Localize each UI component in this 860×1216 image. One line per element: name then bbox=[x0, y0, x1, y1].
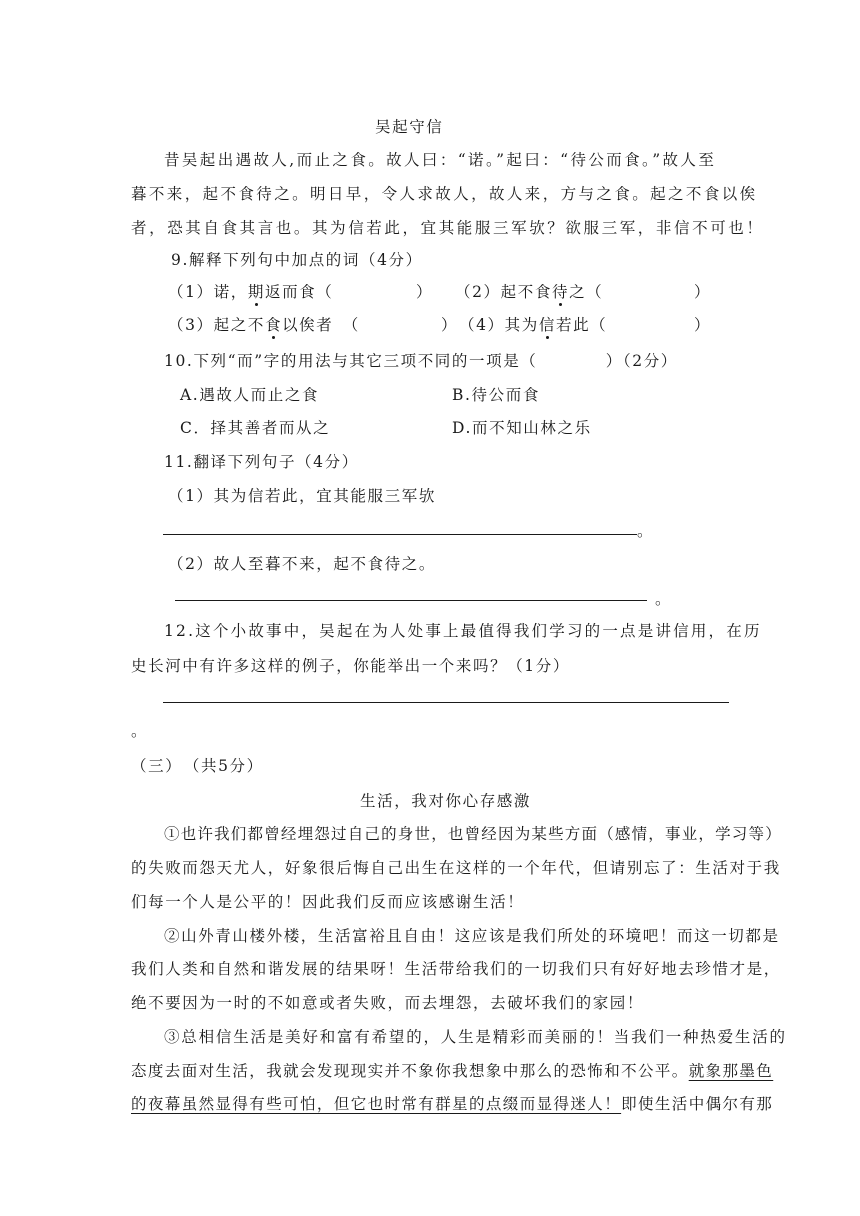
essay-p1-line-3: 们每一个人是公平的！因此我们反而应该感谢生活！ bbox=[131, 893, 525, 911]
q9-item-2: （2）起不食待之（ bbox=[455, 283, 604, 301]
essay-p3-line-1: ③总相信生活是美好和富有希望的，人生是精彩而美丽的！当我们一种热爱生活的 bbox=[164, 1028, 787, 1046]
q11-sentence-2: （2）故人至暮不来，起不食待之。 bbox=[168, 555, 436, 573]
answer-end-3: 。 bbox=[131, 722, 149, 740]
emphasis-dot-char: 待 bbox=[551, 283, 570, 301]
q12-line-1: 12.这个小故事中，吴起在为人处事上最值得我们学习的一点是讲信用，在历 bbox=[164, 622, 762, 640]
q9-item-4: （4）其为信若此（ bbox=[459, 316, 608, 334]
q10-stem: 10.下列“而”字的用法与其它三项不同的一项是（ ）（2分） bbox=[164, 352, 678, 370]
answer-line-1[interactable] bbox=[163, 534, 637, 535]
essay-p2-line-1: ②山外青山楼外楼，生活富裕且自由！这应该是我们所处的环境吧！而这一切都是 bbox=[164, 927, 780, 945]
q10-option-a: A.遇故人而止之食 bbox=[180, 386, 320, 404]
essay-p1-line-2: 的失败而怨天尤人，好象很后悔自己出生在这样的一个年代，但请别忘了：生活对于我 bbox=[131, 859, 781, 877]
answer-end-1: 。 bbox=[637, 522, 655, 540]
passage-line-3: 者，恐其自食其言也。其为信若此，宜其能服三军欤？欲服三军，非信不可也！ bbox=[131, 219, 765, 237]
essay-title: 生活，我对你心存感激 bbox=[360, 792, 532, 810]
q11-sentence-1: （1）其为信若此，宜其能服三军欤 bbox=[168, 487, 436, 505]
emphasis-dot-char: 信 bbox=[538, 316, 556, 334]
q11-stem: 11.翻译下列句子（4分） bbox=[164, 453, 359, 471]
q9-item-2-close: ） bbox=[694, 283, 712, 301]
answer-line-3[interactable] bbox=[163, 702, 729, 703]
essay-p1-line-1: ①也许我们都曾经埋怨过自己的身世，也曾经因为某些方面（感情，事业，学习等） bbox=[164, 825, 782, 843]
q9-item-3-close: ） bbox=[441, 316, 459, 334]
emphasis-dot-char: 食 bbox=[264, 316, 283, 334]
q9-item-1-close: ） bbox=[416, 283, 434, 301]
q10-option-c: C．择其善者而从之 bbox=[180, 419, 331, 437]
essay-p3-line-2: 态度去面对生活，我就会发现现实并不象你我想象中那么的恐怖和不公平。就象那墨色 bbox=[131, 1062, 774, 1080]
passage-title: 吴起守信 bbox=[375, 118, 444, 136]
essay-p2-line-2: 我们人类和自然和谐发展的结果呀！生活带给我们的一切我们只有好好地去珍惜才是， bbox=[131, 960, 781, 978]
q12-line-2: 史长河中有许多这样的例子，你能举出一个来吗？（1分） bbox=[131, 657, 570, 675]
q9-item-4-close: ） bbox=[694, 316, 712, 334]
q10-option-d: D.而不知山林之乐 bbox=[452, 419, 592, 437]
q10-option-b: B.待公而食 bbox=[452, 386, 540, 404]
q9-item-3: （3）起之不食以俟者 （ bbox=[168, 316, 360, 334]
answer-line-2[interactable] bbox=[175, 600, 647, 601]
section-header: （三） （共5分） bbox=[131, 757, 264, 775]
q9-stem: 9.解释下列句中加点的词（4分） bbox=[171, 251, 423, 269]
essay-p2-line-3: 绝不要因为一时的不如意或者失败，而去埋怨，去破坏我们的家园！ bbox=[131, 994, 645, 1012]
answer-end-2: 。 bbox=[655, 590, 673, 608]
emphasis-dot-char: 期 bbox=[247, 283, 265, 301]
underlined-text: 就象那墨色 bbox=[688, 1062, 774, 1080]
q9-item-1: （1）诺，期返而食（ bbox=[168, 283, 334, 301]
essay-p3-line-3: 的夜幕虽然显得有些可怕，但它也时常有群星的点缀而显得迷人！即使生活中偶尔有那 bbox=[131, 1095, 774, 1113]
underlined-text: 的夜幕虽然显得有些可怕，但它也时常有群星的点缀而显得迷人！ bbox=[131, 1095, 622, 1113]
passage-line-2: 暮不来，起不食待之。明日早，令人求故人，故人来，方与之食。起之不食以俟 bbox=[131, 185, 758, 203]
passage-line-1: 昔吴起出遇故人,而止之食。故人曰：“诺。”起曰：“待公而食。”故人至 bbox=[164, 151, 717, 169]
